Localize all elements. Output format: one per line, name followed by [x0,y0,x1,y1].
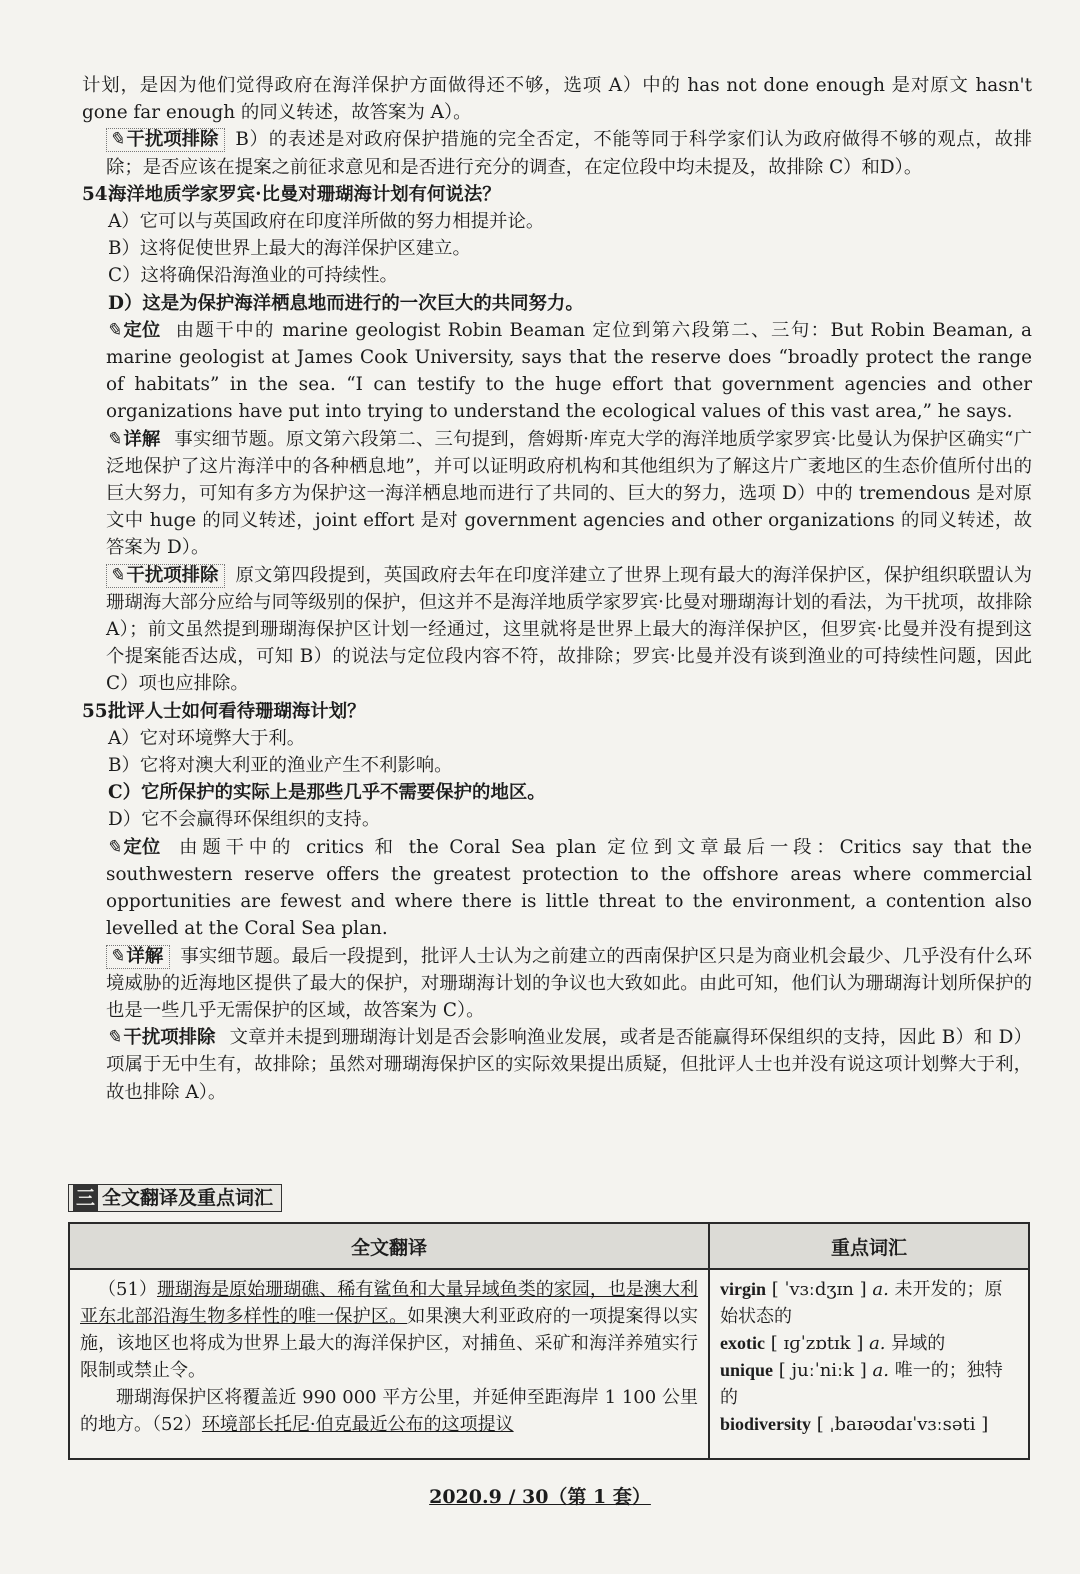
q54-locate: ✎ 定位 由题干中的 marine geologist Robin Beaman 定位到第六段第二、三句：But Robin Beaman, a marine geologist at James Cook University, says that the reserve does “broadly protect the range of habitats” in the sea. “I can testify to the huge effort that government agencies and other organizations have put into trying to understand the ecological values of this vast area,” he says. [82,317,1032,426]
distractor-tag: ✎ 干扰项排除 [106,128,225,152]
explain-tag: ✎ 详解 [106,428,161,450]
q55-distract: ✎ 干扰项排除 文章并未提到珊瑚海计划是否会影响渔业发展，或者是否能赢得环保组织的支持，因此 B）和 D）项属于无中生有，故排除；虽然对珊瑚海保护区的实际效果提出质疑，但批评人士也并没有说这项计划弊大于利，故也排除 A）。 [82,1024,1032,1106]
q54-distract: ✎ 干扰项排除 原文第四段提到，英国政府去年在印度洋建立了世界上现有最大的海洋保护区，保护组织联盟认为珊瑚海大部分应给与同等级别的保护，但这并不是海洋地质学家罗宾·比曼对珊瑚海计划的看法，为干扰项，故排除 A）；前文虽然提到珊瑚海保护区计划一经通过，这里就将是世界上最大的海洋保护区，但罗宾·比曼并没有提到这个提案能否达成，可知 B）的说法与定位段内容不符，故排除；罗宾·比曼并没有谈到渔业的可持续性问题，因此 C）项也应排除。 [106,564,1032,695]
q55-option-c: C）它所保护的实际上是那些几乎不需要保护的地区。 [108,782,546,804]
q54-option-c: C）这将确保沿海渔业的可持续性。 [108,265,398,287]
section-heading [68,1184,282,1212]
underlined-sentence: 珊瑚海是原始珊瑚礁、稀有鲨鱼和大量异域鱼类的家园，也是澳大利亚东北部沿海生物多样性的唯一保护区。 [80,1279,699,1327]
vocab-column-header: 重点词汇 [710,1224,1028,1270]
translation-cell [70,1270,710,1458]
pen-icon: ✎ [106,319,122,341]
q55-option-d: D）它不会赢得环保组织的支持。 [108,809,381,831]
q55-option-b: B）它将对澳大利亚的渔业产生不利影响。 [108,755,453,777]
explain-tag: ✎ 详解 [106,945,170,969]
page-number: 2020.9 / 30（第 1 套） [429,1486,651,1508]
q55-locate: ✎ 定位 由题干中的 critics 和 the Coral Sea plan 定位到文章最后一段：Critics say that the southwestern reserve offers the greatest protection to the offshore areas where commercial opportunities are fewest and where there is little threat to the environment, a contention also levelled at the Coral Sea plan. [82,834,1032,943]
section-title: 全文翻译及重点词汇 [102,1187,274,1209]
pen-icon: ✎ [106,1027,122,1049]
distractor-tag: ✎ 干扰项排除 [106,564,225,588]
vocab-entry: unique [ juːˈniːk ] a. 唯一的；独特的 [720,1360,1003,1408]
locate-tag: ✎ 定位 [106,836,161,858]
pen-icon: ✎ [106,836,122,858]
q54-option-b: B）这将促使世界上最大的海洋保护区建立。 [108,238,471,260]
translation-paragraph-2: 珊瑚海保护区将覆盖近 990 000 平方公里，并延伸至距海岸 1 100 公里的地方。（52）环境部长托尼·伯克最近公布的这项提议 [80,1387,698,1435]
q54-explain: ✎ 详解 事实细节题。原文第六段第二、三句提到，詹姆斯·库克大学的海洋地质学家罗宾·比曼认为保护区确实“广泛地保护了这片海洋中的各种栖息地”，并可以证明政府机构和其他组织为了解这片广袤地区的生态价值所付出的巨大努力，可知有多方为保护这一海洋栖息地而进行了共同的、巨大的努力，选项 D）中的 tremendous 是对原文中 huge 的同义转述，joint effort 是对 government agencies and other organizations 的同义转述，故答案为 D）。 [82,426,1032,562]
translation-paragraph-1: （51）珊瑚海是原始珊瑚礁、稀有鲨鱼和大量异域鱼类的家园，也是澳大利亚东北部沿海生物多样性的唯一保护区。如果澳大利亚政府的一项提案得以实施，该地区也将成为世界上最大的海洋保护区，对捕鱼、采矿和海洋养殖实行限制或禁止令。 [80,1279,699,1381]
question-54-stem: 54. 海洋地质学家罗宾·比曼对珊瑚海计划有何说法？ [82,183,501,205]
q54-option-d: D）这是为保护海洋栖息地而进行的一次巨大的共同努力。 [108,292,584,314]
pen-icon: ✎ [106,428,122,450]
vocab-entry: virgin [ ˈvɜːdʒɪn ] a. 未开发的；原始状态的 [720,1279,1003,1327]
pen-icon: ✎ [109,564,125,586]
intro-distractor-paragraph [82,126,1032,180]
page-footer [0,1482,1080,1509]
q55-explain: ✎ 详解 事实细节题。最后一段提到，批评人士认为之前建立的西南保护区只是为商业机会最少、几乎没有什么环境威胁的近海地区提供了最大的保护，对珊瑚海计划的争议也大致如此。由此可知，他们认为珊瑚海计划所保护的也是一些几乎无需保护的区域，故答案为 C）。 [106,945,1032,1021]
intro-paragraph: 计划，是因为他们觉得政府在海洋保护方面做得还不够，选项 A）中的 has not done enough 是对原文 hasn't gone far enough 的同义转述，故答案为 A）。 [82,75,1032,124]
q55-option-a: A）它对环境弊大于利。 [108,727,306,749]
analysis-content [82,72,1032,1106]
vocab-entry: exotic [ ɪɡˈzɒtɪk ] a. 异域的 [720,1333,946,1354]
vocab-entry: biodiversity [ ˌbaɪəʊdaɪˈvɜːsəti ] [720,1414,989,1435]
distractor-text: B）的表述是对政府保护措施的完全否定，不能等同于科学家们认为政府做得不够的观点，故排除；是否应该在提案之前征求意见和是否进行充分的调查，在定位段中均未提及，故排除 C）和D）。 [106,129,1032,178]
question-55-stem: 55. 批评人士如何看待珊瑚海计划？ [82,700,366,722]
translation-column-header: 全文翻译 [70,1224,710,1270]
pen-icon: ✎ [109,129,125,151]
locate-tag: ✎ 定位 [106,319,161,341]
q54-option-a: A）它可以与英国政府在印度洋所做的努力相提并论。 [108,211,545,233]
section-number-badge: 三 [73,1185,98,1211]
vocab-cell [710,1270,1028,1458]
underlined-sentence: 环境部长托尼·伯克最近公布的这项提议 [201,1414,514,1435]
distractor-tag: ✎ 干扰项排除 [106,1027,216,1049]
pen-icon: ✎ [109,945,125,967]
translation-vocab-table [68,1222,1030,1460]
